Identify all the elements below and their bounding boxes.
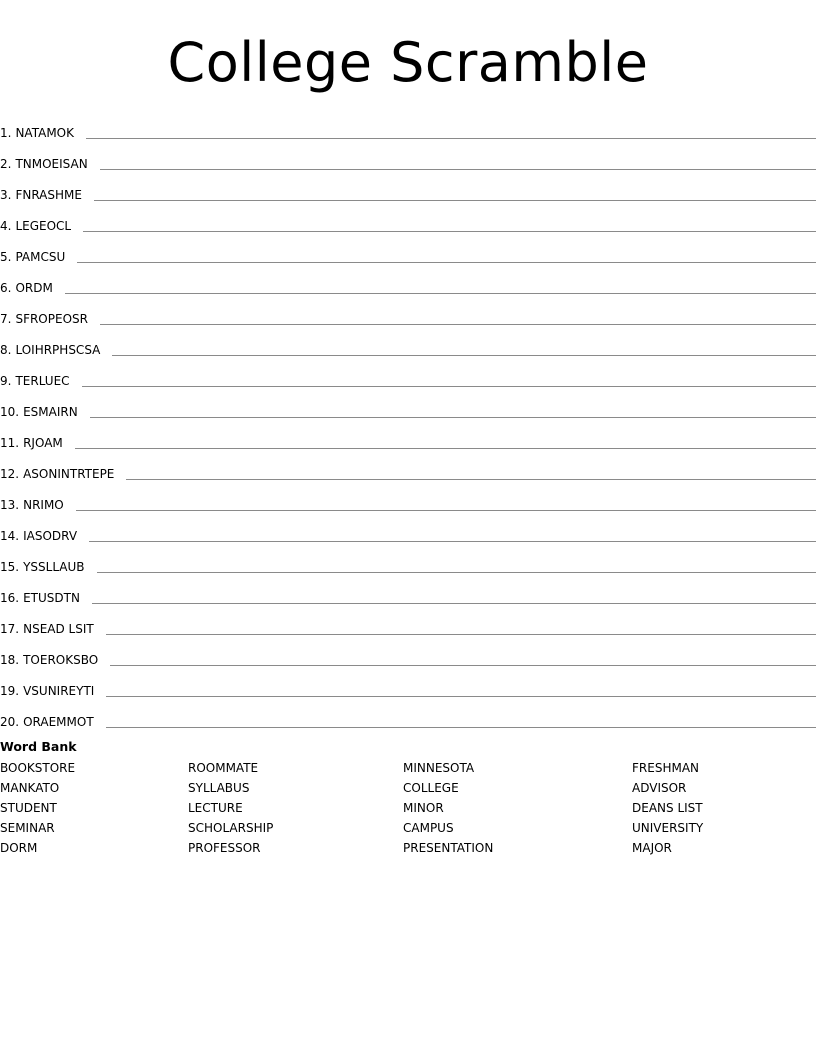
answer-line[interactable] — [65, 292, 816, 294]
answer-line[interactable] — [106, 695, 816, 697]
answer-line[interactable] — [106, 726, 816, 728]
word-bank-word: DEANS LIST — [632, 801, 703, 815]
scramble-item-11 — [0, 420, 816, 451]
word-bank — [0, 738, 816, 856]
scramble-item-18 — [0, 637, 816, 668]
answer-line[interactable] — [83, 230, 816, 232]
item-number: 20. — [0, 715, 20, 729]
word-bank-word: MANKATO — [0, 781, 60, 795]
scramble-item-9 — [0, 358, 816, 389]
scramble-item-17 — [0, 606, 816, 637]
item-number: 13. — [0, 498, 20, 512]
answer-line[interactable] — [100, 168, 816, 170]
item-number: 11. — [0, 436, 20, 450]
word-bank-word: SYLLABUS — [188, 781, 250, 795]
answer-line[interactable] — [76, 509, 816, 511]
scramble-item-14 — [0, 513, 816, 544]
scrambled-word: ASONINTRTEPE — [23, 467, 115, 481]
item-number: 7. — [0, 312, 12, 326]
scramble-item-8 — [0, 327, 816, 358]
scrambled-word: TOEROKSBO — [23, 653, 99, 667]
scrambled-word: SFROPEOSR — [15, 312, 88, 326]
scramble-item-12 — [0, 451, 816, 482]
word-bank-word: PROFESSOR — [188, 841, 261, 855]
word-bank-word: DORM — [0, 841, 38, 855]
item-number: 12. — [0, 467, 20, 481]
scrambled-word: TNMOEISAN — [15, 157, 88, 171]
scrambled-word: ORAEMMOT — [23, 715, 94, 729]
answer-line[interactable] — [89, 540, 816, 542]
word-bank-word: MINNESOTA — [403, 761, 475, 775]
word-bank-word: ROOMMATE — [188, 761, 259, 775]
answer-line[interactable] — [97, 571, 816, 573]
scramble-item-16 — [0, 575, 816, 606]
scrambled-word: NRIMO — [23, 498, 64, 512]
scramble-item-13 — [0, 482, 816, 513]
answer-line[interactable] — [126, 478, 816, 480]
item-number: 16. — [0, 591, 20, 605]
item-number: 1. — [0, 126, 12, 140]
word-bank-word: STUDENT — [0, 801, 57, 815]
answer-line[interactable] — [106, 633, 816, 635]
item-number: 14. — [0, 529, 20, 543]
item-number: 10. — [0, 405, 20, 419]
scrambled-word: FNRASHME — [15, 188, 82, 202]
answer-line[interactable] — [86, 137, 816, 139]
item-number: 8. — [0, 343, 12, 357]
scrambled-word: ORDM — [15, 281, 53, 295]
scrambled-word: TERLUEC — [15, 374, 70, 388]
scramble-item-2 — [0, 141, 816, 172]
item-number: 17. — [0, 622, 20, 636]
word-bank-word: COLLEGE — [403, 781, 459, 795]
scramble-item-20 — [0, 699, 816, 730]
scramble-item-6 — [0, 265, 816, 296]
word-bank-column-4 — [632, 758, 703, 858]
scrambled-word: ESMAIRN — [23, 405, 78, 419]
word-bank-word: SEMINAR — [0, 821, 55, 835]
scramble-item-4 — [0, 203, 816, 234]
word-bank-word: MINOR — [403, 801, 444, 815]
scrambled-word: IASODRV — [23, 529, 78, 543]
scrambled-word: YSSLLAUB — [23, 560, 85, 574]
item-number: 3. — [0, 188, 12, 202]
word-bank-word: PRESENTATION — [403, 841, 494, 855]
word-bank-column-3 — [403, 758, 493, 858]
item-number: 2. — [0, 157, 12, 171]
word-bank-title: Word Bank — [0, 739, 77, 754]
word-bank-word: FRESHMAN — [632, 761, 700, 775]
page-title: College Scramble — [167, 31, 649, 94]
scramble-item-5 — [0, 234, 816, 265]
scrambled-word: NSEAD LSIT — [23, 622, 94, 636]
scrambled-word: LOIHRPHSCSA — [15, 343, 101, 357]
word-bank-column-1 — [0, 758, 75, 858]
word-bank-word: BOOKSTORE — [0, 761, 76, 775]
word-bank-word: ADVISOR — [632, 781, 687, 795]
item-number: 6. — [0, 281, 12, 295]
answer-line[interactable] — [94, 199, 816, 201]
word-bank-word: UNIVERSITY — [632, 821, 704, 835]
scrambled-word: RJOAM — [23, 436, 63, 450]
answer-line[interactable] — [92, 602, 816, 604]
word-bank-word: CAMPUS — [403, 821, 454, 835]
scramble-list — [0, 110, 816, 730]
scramble-item-15 — [0, 544, 816, 575]
scramble-item-19 — [0, 668, 816, 699]
scramble-item-3 — [0, 172, 816, 203]
scrambled-word: PAMCSU — [15, 250, 66, 264]
item-number: 19. — [0, 684, 20, 698]
item-number: 15. — [0, 560, 20, 574]
scrambled-word: LEGEOCL — [15, 219, 72, 233]
answer-line[interactable] — [90, 416, 816, 418]
word-bank-word: SCHOLARSHIP — [188, 821, 274, 835]
word-bank-word: LECTURE — [188, 801, 243, 815]
scramble-item-10 — [0, 389, 816, 420]
word-bank-column-2 — [188, 758, 273, 858]
answer-line[interactable] — [75, 447, 816, 449]
scrambled-word: ETUSDTN — [23, 591, 80, 605]
answer-line[interactable] — [110, 664, 816, 666]
item-number: 5. — [0, 250, 12, 264]
scramble-item-1 — [0, 110, 816, 141]
item-number: 9. — [0, 374, 12, 388]
scramble-item-7 — [0, 296, 816, 327]
scrambled-word: NATAMOK — [15, 126, 74, 140]
scrambled-word: VSUNIREYTI — [23, 684, 95, 698]
word-bank-word: MAJOR — [632, 841, 672, 855]
item-number: 4. — [0, 219, 12, 233]
item-number: 18. — [0, 653, 20, 667]
answer-line[interactable] — [112, 354, 816, 356]
answer-line[interactable] — [82, 385, 816, 387]
answer-line[interactable] — [100, 323, 816, 325]
word-bank-grid — [0, 756, 816, 856]
answer-line[interactable] — [77, 261, 816, 263]
